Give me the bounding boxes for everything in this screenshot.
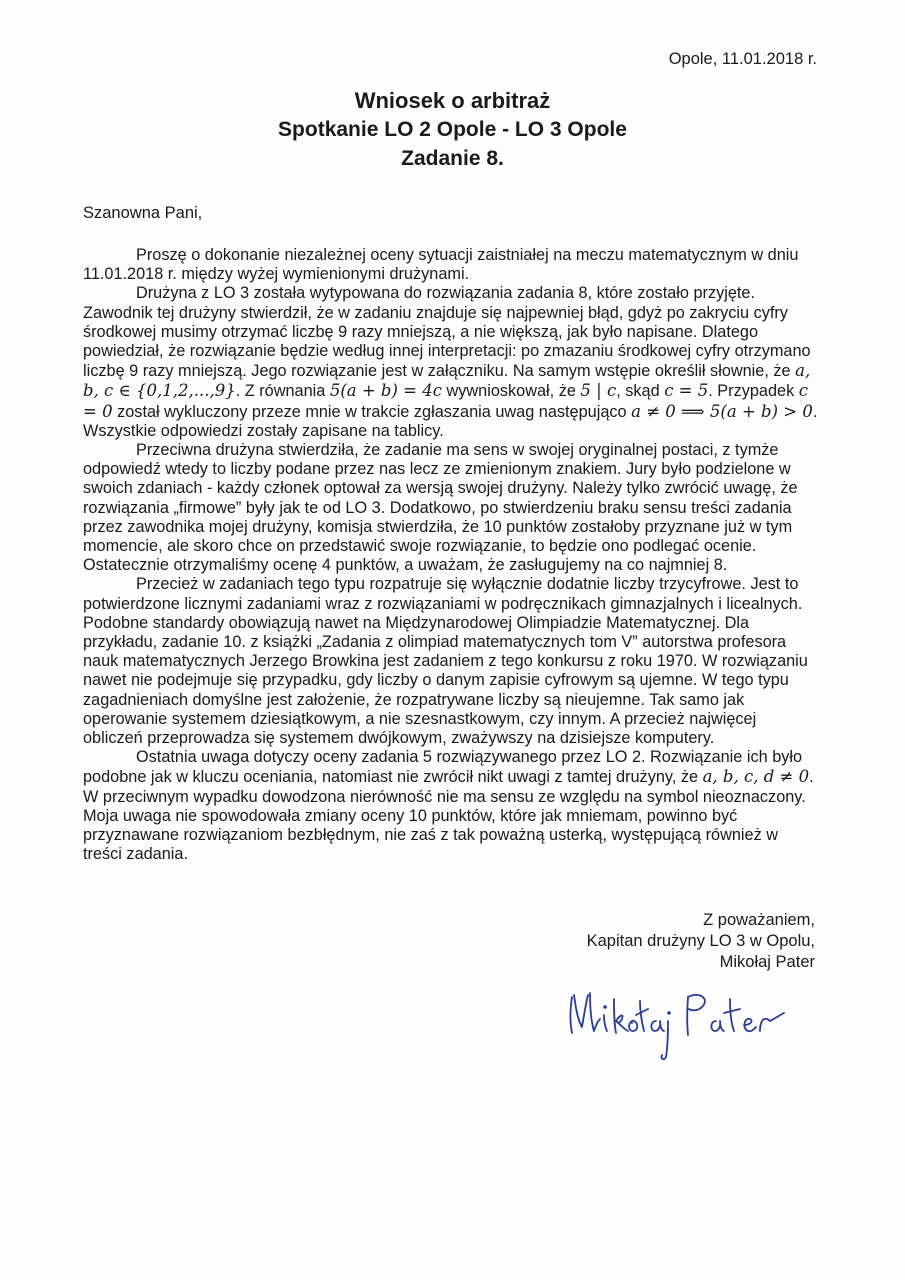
closing-name: Mikołaj Pater bbox=[719, 953, 815, 971]
salutation: Szanowna Pani, bbox=[83, 204, 203, 222]
document-title-block bbox=[0, 86, 905, 173]
math-expression: 5 | c bbox=[580, 381, 617, 401]
paragraph-2-text-d: , skąd bbox=[616, 382, 665, 401]
document-date: Opole, 11.01.2018 r. bbox=[668, 50, 817, 68]
paragraph-1: Proszę o dokonanie niezależnej oceny sytuacji zaistniałej na meczu matematycznym w dniu 11.01.2018 r. między wyżej wymienionymi drużynami. bbox=[83, 246, 799, 284]
paragraph-5-text-b: . W przeciwnym wypadku dowodzona nierówność nie ma sensu ze względu na symbol nieoznaczony. Moja uwaga nie spowodowała zmiany oceny 10 punktów, które jak mniemam, powinno być przyznawane rozwiązaniom bezbłędnym, nie zaś z tak poważną usterką, występującą również w treści zadania. bbox=[83, 768, 814, 864]
paragraph-2-text-b: . Z równania bbox=[235, 382, 330, 401]
paragraph-5-text-a: Ostatnia uwaga dotyczy oceny zadania 5 rozwiązywanego przez LO 2. Rozwiązanie ich było podobne jak w kluczu oceniania, natomiast nie zwrócił nikt uwagi z tamtej drużyny, że bbox=[83, 748, 803, 787]
closing-role: Kapitan drużyny LO 3 w Opolu, bbox=[586, 932, 815, 950]
paragraph-2-text-f: został wykluczony przeze mnie w trakcie zgłaszania uwag następująco bbox=[112, 402, 632, 421]
math-expression: c = 5 bbox=[664, 381, 709, 401]
math-expression: a, b, c ∈ {0,1,2,...,9} bbox=[83, 361, 811, 401]
closing-block bbox=[587, 910, 815, 973]
paragraph-5 bbox=[83, 748, 818, 864]
letter-body bbox=[83, 246, 818, 865]
paragraph-2-text-a: Drużyna z LO 3 została wytypowana do rozwiązania zadania 8, które zostało przyjęte. Zawodnik tej drużyny stwierdził, że w zadaniu znajduje się najpewniej błąd, gdyż po zakryciu cyfry środkowej musimy otrzymać liczbę 9 razy mniejszą, a nie większą, jak było napisane. Dlatego powiedział, że rozwiązanie będzie według innej interpretacji: po zmazaniu środkowej cyfry otrzymano liczbę 9 razy mniejszą. Jego rozwiązanie jest w załączniku. Na samym wstępie określił słownie, że bbox=[83, 284, 811, 381]
math-expression: a, b, c, d ≠ 0 bbox=[702, 767, 810, 787]
document-subtitle-match: Spotkanie LO 2 Opole - LO 3 Opole bbox=[278, 118, 627, 141]
math-expression: c = 0 bbox=[83, 381, 808, 421]
paragraph-2-text-c: wywnioskował, że bbox=[441, 382, 581, 401]
document-title: Wniosek o arbitraż bbox=[354, 88, 551, 113]
paragraph-3: Przeciwna drużyna stwierdziła, że zadanie ma sens w swojej oryginalnej postaci, z tymże odpowiedź wtedy to liczby podane przez nas lecz ze zmienionym znakiem. Jury było podzielone w swoich zdaniach - każdy członek optował za wersją swojej drużyny. Należy tylko zwrócić uwagę, że rozwiązania „firmowe” były jak te od LO 3. Dodatkowo, po stwierdzeniu braku sensu treści zadania przez zawodnika mojej drużyny, komisja stwierdziła, że 10 punktów zostałoby przyznane już w tym momencie, ale skoro chce on przedstawić swoje rozwiązanie, to będzie ono podlegać ocenie. Ostatecznie otrzymaliśmy ocenę 4 punktów, a uważam, że zasługujemy na co najmniej 8. bbox=[83, 441, 798, 575]
math-expression: a ≠ 0 ⟹ 5(a + b) > 0 bbox=[631, 401, 813, 421]
paragraph-4: Przecież w zadaniach tego typu rozpatruje się wyłącznie dodatnie liczby trzycyfrowe. Jest to potwierdzone licznymi zadaniami wraz z rozwiązaniami w podręcznikach gimnazjalnych i licealnych. Podobne standardy obowiązują nawet na Międzynarodowej Olimpiadzie Matematycznej. Dla przykładu, zadanie 10. z książki „Zadania z olimpiad matematycznych tom V” autorstwa profesora nauk matematycznych Jerzego Browkina jest zadaniem z tego konkursu z roku 1970. W rozwiązaniu nawet nie podejmuje się przypadku, gdy liczby o danym zapisie cyfrowym są ujemne. W tego typu zagadnieniach domyślne jest założenie, że rozpatrywane liczby są nieujemne. Tak samo jak operowanie systemem dziesiątkowym, a nie szesnastkowym, czy innym. A przecież najwięcej obliczeń przeprowadza się systemem dwójkowym, zważywszy na dzisiejsze komputery. bbox=[83, 575, 808, 748]
handwritten-signature bbox=[560, 975, 820, 1065]
paragraph-2-text-e: . Przypadek bbox=[708, 382, 799, 401]
paragraph-2 bbox=[83, 284, 818, 441]
paragraph-2-text-g: . Wszystkie odpowiedzi zostały zapisane na tablicy. bbox=[83, 402, 818, 440]
document-subtitle-task: Zadanie 8. bbox=[401, 147, 504, 170]
closing-greeting: Z poważaniem, bbox=[703, 911, 815, 929]
math-expression: 5(a + b) = 4c bbox=[329, 381, 442, 401]
